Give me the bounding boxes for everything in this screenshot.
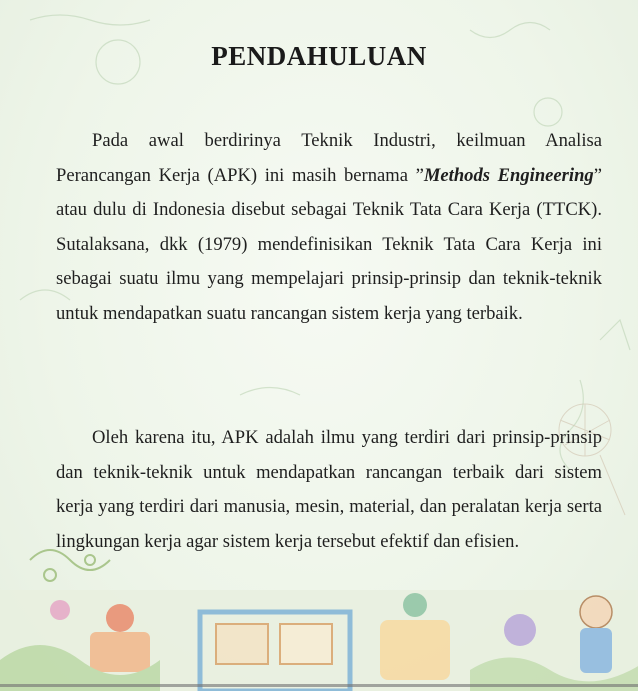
paragraph-intro — [56, 124, 602, 332]
paragraph-conclusion-text: Oleh karena itu, APK adalah ilmu yang terdiri dari prinsip-prinsip dan teknik-teknik untuk mendapatkan rancangan terbaik dari sistem kerja yang terdiri dari manusia, mesin, material, dan peralatan kerja serta lingkungan kerja agar sistem kerja tersebut efektif dan efisien. — [56, 427, 602, 552]
paragraph-intro-text-after: ” atau dulu di Indonesia disebut sebagai Teknik Tata Cara Kerja (TTCK). Sutalaksana, dkk (1979) mendefinisikan Teknik Tata Cara Kerja ini sebagai suatu ilmu yang mempelajari prinsip-prinsip dan teknik-teknik untuk mendapatkan suatu rancangan sistem kerja yang terbaik. — [56, 164, 602, 324]
paragraph-conclusion — [56, 421, 602, 559]
slide-title: PENDAHULUAN — [211, 41, 427, 71]
paragraph-intro-emphasis: Methods Engineering — [423, 164, 594, 186]
paragraph-intro-text-before: Pada awal berdirinya Teknik Industri, keilmuan Analisa Perancangan Kerja (APK) ini masih bernama ” — [56, 130, 602, 186]
